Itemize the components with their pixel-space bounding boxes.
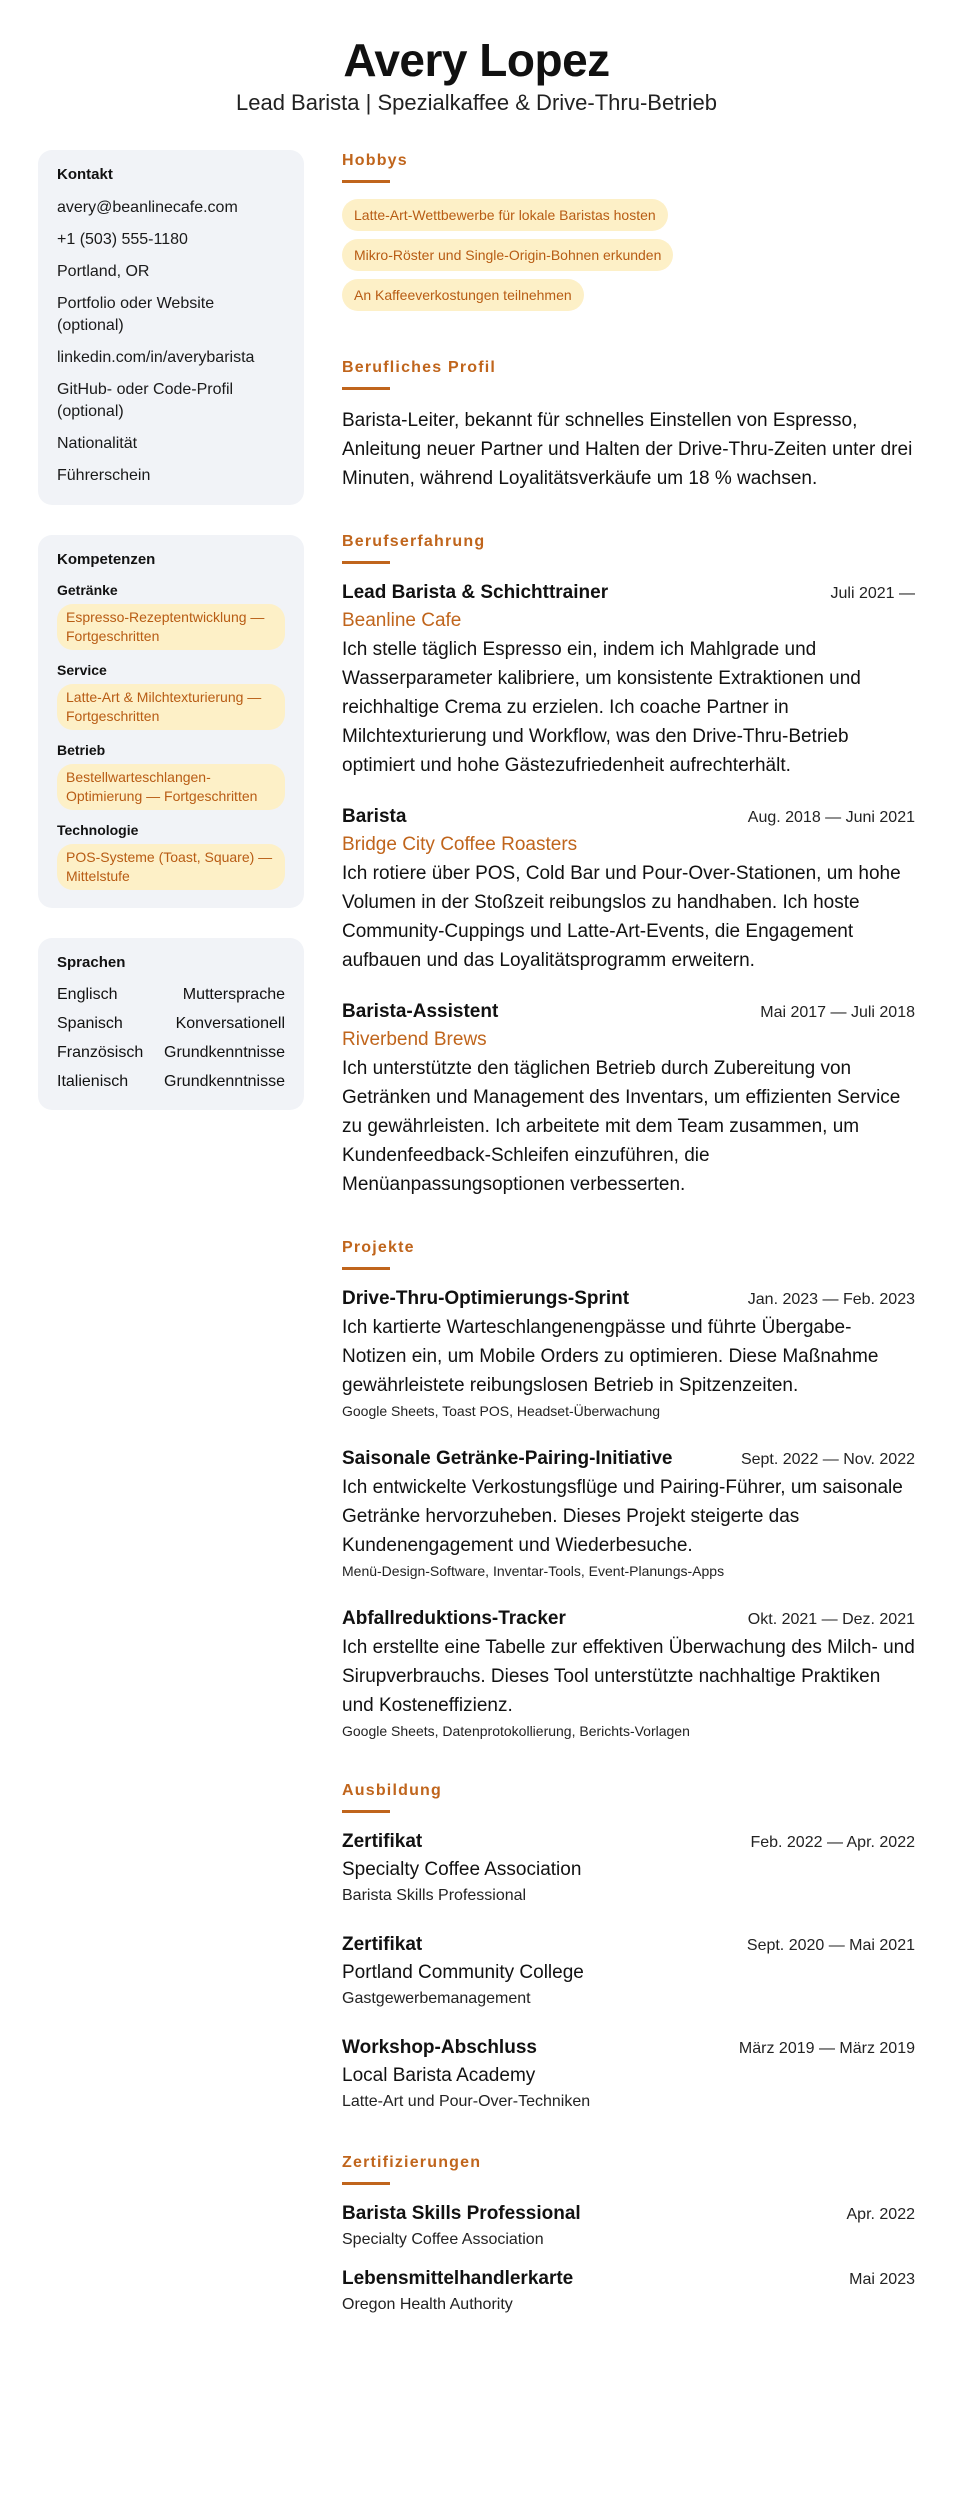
language-level: Grundkenntnisse	[164, 1044, 285, 1061]
contact-phone[interactable]: +1 (503) 555-1180	[57, 231, 188, 248]
employer-name: Beanline Cafe	[342, 610, 462, 631]
certification-issuer: Specialty Coffee Association	[342, 2231, 544, 2248]
skill-category: Technologie	[57, 822, 139, 838]
institution-name: Local Barista Academy	[342, 2065, 536, 2086]
employer-name: Bridge City Coffee Roasters	[342, 834, 578, 855]
certification-issuer: Oregon Health Authority	[342, 2296, 513, 2313]
job-description: Ich stelle täglich Espresso ein, indem ich Mahlgrade und Wasserparameter kalibriere, um konsistente Extraktionen und reichhaltige Crema zu erzielen. Ich coache Partner in Milchtexturierung und Workflow, was den Drive-Thru-Betrieb optimiert und hohe Gästezufriedenheit aufrechterhält.	[342, 639, 861, 776]
education-section	[342, 1780, 915, 2114]
section-heading: Zertifizierungen	[342, 2154, 482, 2171]
language-row	[57, 1072, 285, 1092]
contact-github: GitHub- oder Code-Profil (optional)	[57, 381, 234, 420]
experience-entry	[342, 580, 915, 780]
education-detail: Latte-Art und Pour-Over-Techniken	[342, 2093, 591, 2110]
job-title: Lead Barista & Schichttrainer	[342, 582, 609, 603]
project-dates: Jan. 2023 — Feb. 2023	[747, 1291, 915, 1308]
contact-location: Portland, OR	[57, 263, 150, 280]
skill-category: Getränke	[57, 582, 118, 598]
contact-linkedin[interactable]: linkedin.com/in/averybarista	[57, 349, 255, 366]
skill-chip: POS-Systeme (Toast, Square) — Mittelstufe	[57, 844, 285, 890]
sidebar	[38, 150, 304, 2355]
section-divider	[342, 387, 390, 390]
hobbies-section	[342, 150, 915, 319]
project-dates: Okt. 2021 — Dez. 2021	[747, 1611, 915, 1628]
education-dates: Feb. 2022 — Apr. 2022	[750, 1834, 915, 1851]
project-dates: Sept. 2022 — Nov. 2022	[740, 1451, 915, 1468]
hobby-chip: Mikro-Röster und Single-Origin-Bohnen erkunden	[342, 239, 673, 271]
language-level: Konversationell	[175, 1015, 285, 1032]
project-tools: Menü-Design-Software, Inventar-Tools, Event-Planungs-Apps	[342, 1563, 725, 1579]
job-description: Ich unterstützte den täglichen Betrieb durch Zubereitung von Getränken und Management des Inventars, um effizienten Service zu gewährleisten. Ich arbeitete mit dem Team zusammen, um Kundenfeedback-Schleifen einzuführen, die Menüanpassungsoptionen verbesserten.	[342, 1058, 901, 1195]
education-entry	[342, 1932, 915, 2011]
language-row	[57, 985, 285, 1005]
section-divider	[342, 1810, 390, 1813]
section-divider	[342, 1267, 390, 1270]
project-description: Ich kartierte Warteschlangenengpässe und führte Übergabe-Notizen ein, um Mobile Orders zu optimieren. Diese Maßnahme gewährleistete reibungslosen Betrieb in Spitzenzeiten.	[342, 1317, 879, 1396]
certification-entry	[342, 2201, 915, 2252]
contact-heading: Kontakt	[57, 166, 113, 183]
project-description: Ich erstellte eine Tabelle zur effektiven Überwachung des Milch- und Sirupverbrauchs. Dieses Tool unterstützte nachhaltige Praktiken und Kosteneffizienz.	[342, 1637, 915, 1716]
profile-section	[342, 357, 915, 493]
certifications-section	[342, 2152, 915, 2317]
resume-columns	[0, 150, 953, 2355]
section-divider	[342, 180, 390, 183]
degree-title: Workshop-Abschluss	[342, 2037, 537, 2058]
project-tools: Google Sheets, Datenprotokollierung, Berichts-Vorlagen	[342, 1723, 690, 1739]
section-heading: Projekte	[342, 1239, 415, 1256]
contact-card	[38, 150, 304, 505]
certification-entry	[342, 2266, 915, 2317]
skill-chip: Bestellwarteschlangen-Optimierung — Fortgeschritten	[57, 764, 285, 810]
profile-text: Barista-Leiter, bekannt für schnelles Einstellen von Espresso, Anleitung neuer Partner und Halten der Drive-Thru-Zeiten unter drei Minuten, während Loyalitätsverkäufe um 18 % wachsen.	[342, 410, 913, 489]
languages-heading: Sprachen	[57, 954, 126, 971]
education-detail: Gastgewerbemanagement	[342, 1990, 531, 2007]
certification-title: Barista Skills Professional	[342, 2203, 581, 2224]
language-level: Muttersprache	[182, 986, 285, 1003]
section-heading: Berufserfahrung	[342, 533, 486, 550]
education-dates: Sept. 2020 — Mai 2021	[746, 1937, 915, 1954]
hobby-chip: Latte-Art-Wettbewerbe für lokale Baristas hosten	[342, 199, 668, 231]
projects-section	[342, 1237, 915, 1742]
certification-date: Mai 2023	[849, 2271, 915, 2288]
resume-header	[0, 0, 953, 150]
degree-title: Zertifikat	[342, 1831, 423, 1852]
education-entry	[342, 1829, 915, 1908]
language-row	[57, 1014, 285, 1034]
certification-title: Lebensmittelhandlerkarte	[342, 2268, 574, 2289]
section-divider	[342, 561, 390, 564]
language-name: Französisch	[57, 1044, 144, 1061]
education-detail: Barista Skills Professional	[342, 1887, 527, 1904]
job-description: Ich rotiere über POS, Cold Bar und Pour-Over-Stationen, um hohe Volumen in der Stoßzeit reibungslos zu handhaben. Ich hoste Community-Cuppings und Latte-Art-Events, die Engagement aufbauen und das Loyalitätsprogramm erweitern.	[342, 863, 901, 971]
project-title: Abfallreduktions-Tracker	[342, 1608, 566, 1629]
education-entry	[342, 2035, 915, 2114]
skills-heading: Kompetenzen	[57, 551, 156, 568]
hobby-chip: An Kaffeeverkostungen teilnehmen	[342, 279, 584, 311]
contact-email[interactable]: avery@beanlinecafe.com	[57, 199, 238, 216]
section-divider	[342, 2182, 390, 2185]
institution-name: Specialty Coffee Association	[342, 1859, 582, 1880]
experience-entry	[342, 999, 915, 1199]
experience-entry	[342, 804, 915, 975]
project-tools: Google Sheets, Toast POS, Headset-Überwachung	[342, 1403, 661, 1419]
language-level: Grundkenntnisse	[164, 1073, 285, 1090]
project-entry	[342, 1286, 915, 1422]
section-heading: Berufliches Profil	[342, 359, 497, 376]
language-row	[57, 1043, 285, 1063]
skills-card	[38, 535, 304, 908]
job-title: Barista	[342, 806, 407, 827]
job-dates: Juli 2021 —	[830, 585, 915, 602]
candidate-title: Lead Barista | Spezialkaffee & Drive-Thru-Betrieb	[236, 90, 717, 115]
contact-portfolio: Portfolio oder Website (optional)	[57, 295, 215, 334]
skill-chip: Latte-Art & Milchtexturierung — Fortgeschritten	[57, 684, 285, 730]
project-description: Ich entwickelte Verkostungsflüge und Pairing-Führer, um saisonale Getränke hervorzuheben. Dieses Projekt steigerte das Kundenengagement und Wiederbesuche.	[342, 1477, 903, 1556]
job-dates: Aug. 2018 — Juni 2021	[747, 809, 915, 826]
experience-section	[342, 531, 915, 1199]
job-dates: Mai 2017 — Juli 2018	[760, 1004, 915, 1021]
language-name: Englisch	[57, 986, 118, 1003]
institution-name: Portland Community College	[342, 1962, 584, 1983]
section-heading: Hobbys	[342, 152, 408, 169]
certification-date: Apr. 2022	[846, 2206, 915, 2223]
language-name: Spanisch	[57, 1015, 123, 1032]
job-title: Barista-Assistent	[342, 1001, 499, 1022]
contact-nationality: Nationalität	[57, 435, 138, 452]
project-entry	[342, 1446, 915, 1582]
skill-category: Betrieb	[57, 742, 106, 758]
project-title: Drive-Thru-Optimierungs-Sprint	[342, 1288, 630, 1309]
main-content	[342, 150, 915, 2355]
employer-name: Riverbend Brews	[342, 1029, 487, 1050]
section-heading: Ausbildung	[342, 1782, 442, 1799]
skill-category: Service	[57, 662, 107, 678]
candidate-name: Avery Lopez	[343, 34, 610, 86]
contact-license: Führerschein	[57, 467, 151, 484]
languages-card	[38, 938, 304, 1110]
degree-title: Zertifikat	[342, 1934, 423, 1955]
project-title: Saisonale Getränke-Pairing-Initiative	[342, 1448, 673, 1469]
project-entry	[342, 1606, 915, 1742]
language-name: Italienisch	[57, 1073, 129, 1090]
skill-chip: Espresso-Rezeptentwicklung — Fortgeschritten	[57, 604, 285, 650]
education-dates: März 2019 — März 2019	[738, 2040, 915, 2057]
